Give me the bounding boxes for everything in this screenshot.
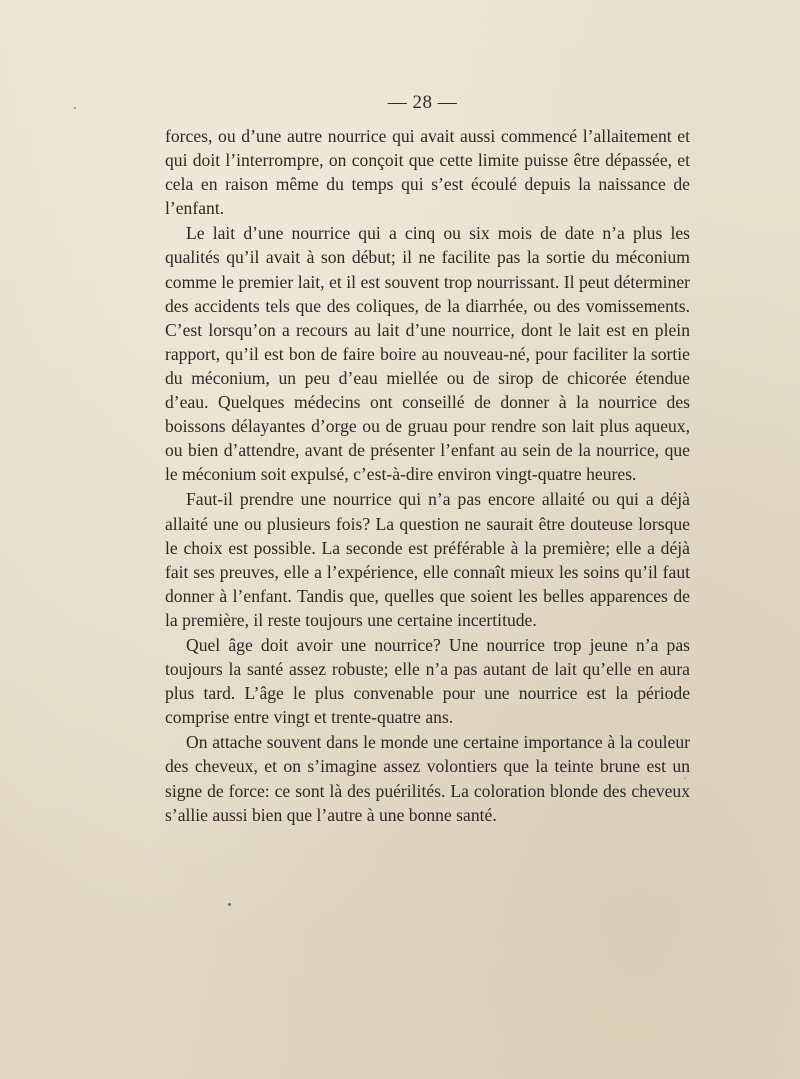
paragraph-couleur-cheveux: On attache souvent dans le monde une certaine importance à la couleur des cheveux, et on s’imagine assez volontiers que la teinte brune est un signe de force: ce sont là des puérilités. La coloration blonde des cheveux s’allie aussi bien que l’autre à une bonne santé.	[165, 732, 690, 825]
paper-speck	[74, 107, 76, 109]
paper-speck	[684, 777, 686, 779]
body-text	[165, 124, 690, 827]
paper-speck	[228, 903, 231, 906]
page-number: — 28 —	[387, 92, 458, 113]
paragraph-choix-nourrice: Faut-il prendre une nourrice qui n’a pas encore allaité ou qui a déjà allaité une ou plusieurs fois? La question ne saurait être douteuse lorsque le choix est possible. La seconde est préférable à la première; elle a déjà fait ses preuves, elle a l’expérience, elle connaît mieux les soins qu’il faut donner à l’enfant. Tandis que, quelles que soient les belles apparences de la première, il reste toujours une certaine incertitude.	[165, 489, 690, 630]
paragraph-age-nourrice: Quel âge doit avoir une nourrice? Une nourrice trop jeune n’a pas toujours la santé assez robuste; elle n’a pas autant de lait qu’elle en aura plus tard. L’âge le plus convenable pour une nourrice est la période comprise entre vingt et trente-quatre ans.	[165, 634, 690, 728]
paragraph-continuation: forces, ou d’une autre nourrice qui avait aussi commencé l’allaitement et qui doit l’interrompre, on conçoit que cette limite puisse être dépassée, et cela en raison même du temps qui s’est écoulé depuis la naissance de l’enfant.	[165, 126, 690, 219]
paragraph-lait-nourrice: Le lait d’une nourrice qui a cinq ou six mois de date n’a plus les qualités qu’il avait à son début; il ne facilite pas la sortie du méconium comme le premier lait, et il est souvent trop nourrissant. Il peut déterminer des accidents tels que des coliques, de la diarrhée, ou des vomissements. C’est lorsqu’on a recours au lait d’une nourrice, dont le lait est en plein rapport, qu’il est bon de faire boire au nouveau-né, pour faciliter la sortie du méconium, un peu d’eau miellée ou de sirop de chicorée étendue d’eau. Quelques médecins ont conseillé de donner à la nourrice des boissons délayantes d’orge ou de gruau pour rendre son lait plus aqueux, ou bien d’attendre, avant de présenter l’enfant au sein de la nourrice, que le méconium soit expulsé, c’est-à-dire environ vingt-quatre heures.	[165, 223, 690, 485]
